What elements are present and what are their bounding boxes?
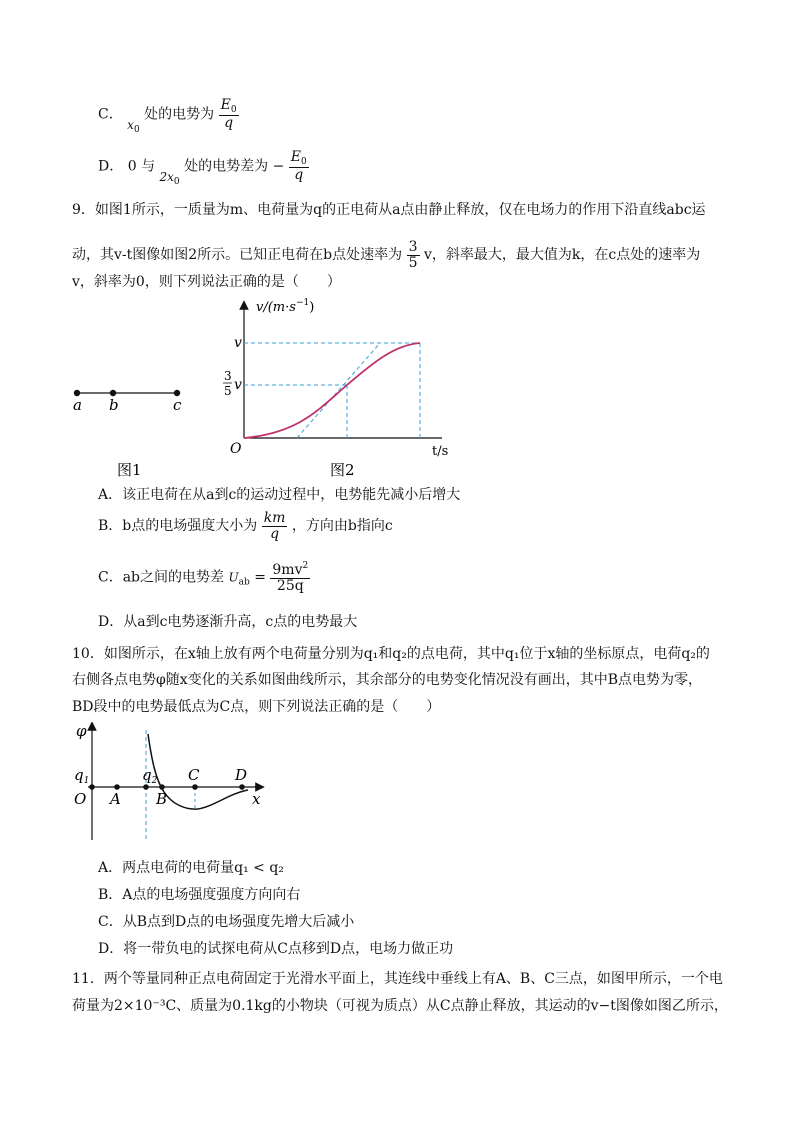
q9-option-d: D．从a到c电势逐渐升高，c点的电势最大 bbox=[98, 614, 358, 630]
q9-figure-2 bbox=[220, 293, 470, 478]
origin-label: O bbox=[230, 441, 242, 457]
q2-label: $q_2$ bbox=[142, 766, 158, 786]
q10-option-c: C．从B点到D点的电场强度先增大后减小 bbox=[98, 914, 355, 930]
point-d bbox=[239, 784, 245, 790]
q9-line2: 动，其v-t图像如图2所示。已知正电荷在b点处速率为 $\frac{3}{5}$ v，斜率最大，最大值为k，在c点处的速率为 bbox=[72, 239, 701, 271]
q10-line3: BD段中的电势最低点为C点，则下列说法正确的是（ ） bbox=[72, 699, 441, 715]
tick-three: 3 bbox=[224, 369, 232, 383]
t-axis-label: t/s bbox=[432, 444, 449, 459]
tick-five: 5 bbox=[224, 384, 232, 398]
tangent-line-at-b bbox=[297, 343, 380, 438]
v-t-curve bbox=[244, 343, 420, 438]
point-b bbox=[159, 784, 165, 790]
phi-label: φ bbox=[76, 722, 87, 740]
q1-label: $q_1$ bbox=[74, 766, 90, 786]
q10-option-b: B．A点的电场强度强度方向向右 bbox=[98, 887, 301, 903]
fraction-e0-over-q: $\frac{E_0}{q}$ bbox=[220, 97, 237, 132]
q9-option-b: B．b点的电场强度大小为 $\frac{km}{q}$ ，方向由b指向c bbox=[98, 510, 393, 542]
q11-line1: 11．两个等量同种正点电荷固定于光滑水平面上，其连线中垂线上有A、B、C三点，如图甲所示，一个电 bbox=[72, 971, 723, 987]
point-a bbox=[114, 784, 120, 790]
q9-option-a: A．该正电荷在从a到c的运动过程中，电势能先减小后增大 bbox=[98, 487, 461, 503]
point-q1 bbox=[89, 784, 95, 790]
figure-1-caption: 图1 bbox=[117, 461, 142, 479]
q10-option-a: A．两点电荷的电荷量q₁ < q₂ bbox=[98, 860, 284, 876]
fraction-km-over-q: $\frac{km}{q}$ bbox=[263, 510, 286, 542]
tick-v: v bbox=[234, 335, 242, 351]
label-c: c bbox=[173, 396, 182, 414]
figure-2-caption: 图2 bbox=[330, 461, 355, 478]
d-label: D bbox=[235, 766, 248, 784]
q8-option-d: D． 0 与 $2x_0$ 处的电势差为 − $\frac{E_0}{q}$ bbox=[98, 149, 307, 187]
q10-line2: 右侧各点电势φ随x变化的关系如图曲线所示，其余部分的电势变化情况没有画出，其中B点电势为零， bbox=[72, 672, 702, 688]
q9-line1: 9．如图1所示，一质量为m、电荷量为q的正电荷从a点由静止释放，仅在电场力的作用下沿直线abc运 bbox=[72, 202, 706, 218]
x-label: x bbox=[252, 790, 261, 808]
q10-figure bbox=[70, 722, 270, 844]
q10-option-d: D．将一带负电的试探电荷从C点移到D点，电场力做正功 bbox=[98, 941, 454, 957]
b-label: B bbox=[156, 790, 168, 808]
label-a: a bbox=[73, 396, 82, 414]
origin-label: O bbox=[74, 790, 87, 808]
a-label: A bbox=[110, 790, 121, 808]
q9-option-c: C．ab之间的电势差 $U_{ab}$ = $\frac{9mv^2}{25q}$ bbox=[98, 561, 309, 594]
q9-line3: v，斜率为0，则下列说法正确的是（ ） bbox=[72, 274, 341, 290]
point-q2 bbox=[143, 784, 149, 790]
q11-line2: 荷量为2×10⁻³C、质量为0.1kg的小物块（可视为质点）从C点静止释放，其运动的v−t图像如图乙所示， bbox=[72, 998, 728, 1014]
fraction-3-5: $\frac{3}{5}$ bbox=[408, 239, 418, 271]
c-label: C bbox=[188, 766, 200, 784]
fraction-e0-over-q-2: $\frac{E_0}{q}$ bbox=[290, 149, 307, 184]
tick-three-fifths-v: v bbox=[234, 377, 242, 393]
q8-option-c: C． $x_0$ 处的电势为 $\frac{E_0}{q}$ bbox=[98, 97, 237, 135]
fraction-9mv2-over-25q: $\frac{9mv^2}{25q}$ bbox=[272, 561, 309, 594]
point-c bbox=[192, 784, 198, 790]
q9-figure-1 bbox=[60, 370, 210, 480]
q10-line1: 10．如图所示，在x轴上放有两个电荷量分别为q₁和q₂的点电荷，其中q₁位于x轴的坐标原点，电荷q₂的 bbox=[72, 646, 710, 662]
v-axis-label: $v/(m\cdot s^{-1})$ bbox=[256, 298, 315, 315]
label-b: b bbox=[109, 396, 119, 414]
